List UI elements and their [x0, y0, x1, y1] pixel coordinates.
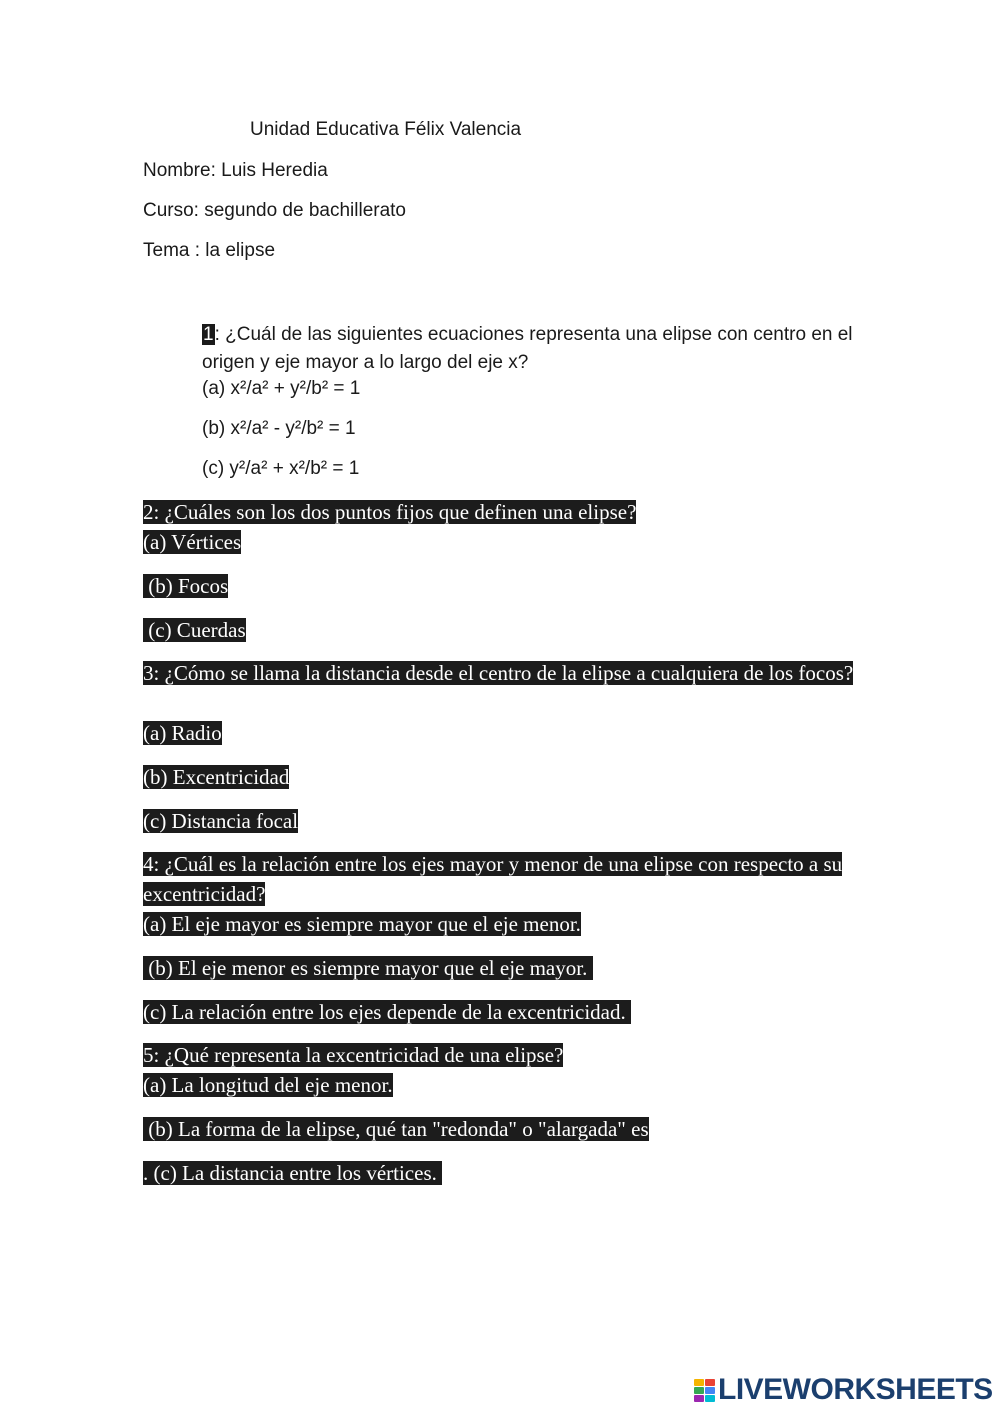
question-3-option-b[interactable]: (b) Excentricidad	[143, 765, 290, 789]
question-5-option-c[interactable]: . (c) La distancia entre los vértices.	[143, 1161, 443, 1185]
question-5-option-b[interactable]: (b) La forma de la elipse, qué tan "redonda" o "alargada" es	[143, 1117, 649, 1141]
topic: Tema : la elipse	[143, 240, 276, 261]
course: Curso: segundo de bachillerato	[143, 200, 407, 221]
question-1-option-c[interactable]: (c) y²/a² + x²/b² = 1	[202, 458, 360, 479]
question-4-option-b[interactable]: (b) El eje menor es siempre mayor que el eje mayor.	[143, 956, 593, 980]
question-1-prompt: : ¿Cuál de las siguientes ecuaciones representa una elipse con centro en el origen y eje mayor a lo largo del eje x?	[202, 324, 853, 373]
question-2-option-a[interactable]: (a) Vértices	[143, 530, 242, 554]
question-2-text: 2: ¿Cuáles son los dos puntos fijos que definen una elipse?	[143, 500, 637, 524]
question-4-option-a[interactable]: (a) El eje mayor es siempre mayor que el eje menor.	[143, 912, 581, 936]
question-1-option-b[interactable]: (b) x²/a² - y²/b² = 1	[202, 418, 356, 439]
question-4-option-c[interactable]: (c) La relación entre los ejes depende de la excentricidad.	[143, 1000, 631, 1024]
question-1-text	[202, 321, 862, 377]
liveworksheets-logo-icon	[693, 1378, 715, 1402]
question-1-option-a[interactable]: (a) x²/a² + y²/b² = 1	[202, 378, 361, 399]
question-4-text: 4: ¿Cuál es la relación entre los ejes mayor y menor de una elipse con respecto a su excentricidad?	[143, 852, 843, 906]
question-2-option-b[interactable]: (b) Focos	[143, 574, 229, 598]
question-5-text: 5: ¿Qué representa la excentricidad de una elipse?	[143, 1043, 564, 1067]
question-2-option-c[interactable]: (c) Cuerdas	[143, 618, 246, 642]
question-5-option-a[interactable]: (a) La longitud del eje menor.	[143, 1073, 393, 1097]
question-3-option-c[interactable]: (c) Distancia focal	[143, 809, 299, 833]
liveworksheets-logo-text: LIVEWORKSHEETS	[718, 1373, 993, 1406]
student-name: Nombre: Luis Heredia	[143, 160, 328, 181]
question-3-text: 3: ¿Cómo se llama la distancia desde el centro de la elipse a cualquiera de los focos?	[143, 661, 854, 685]
liveworksheets-logo	[693, 1374, 993, 1406]
school-name: Unidad Educativa Félix Valencia	[250, 119, 522, 140]
question-1-number: 1	[203, 324, 214, 345]
question-3-option-a[interactable]: (a) Radio	[143, 721, 222, 745]
question-1	[202, 321, 862, 479]
